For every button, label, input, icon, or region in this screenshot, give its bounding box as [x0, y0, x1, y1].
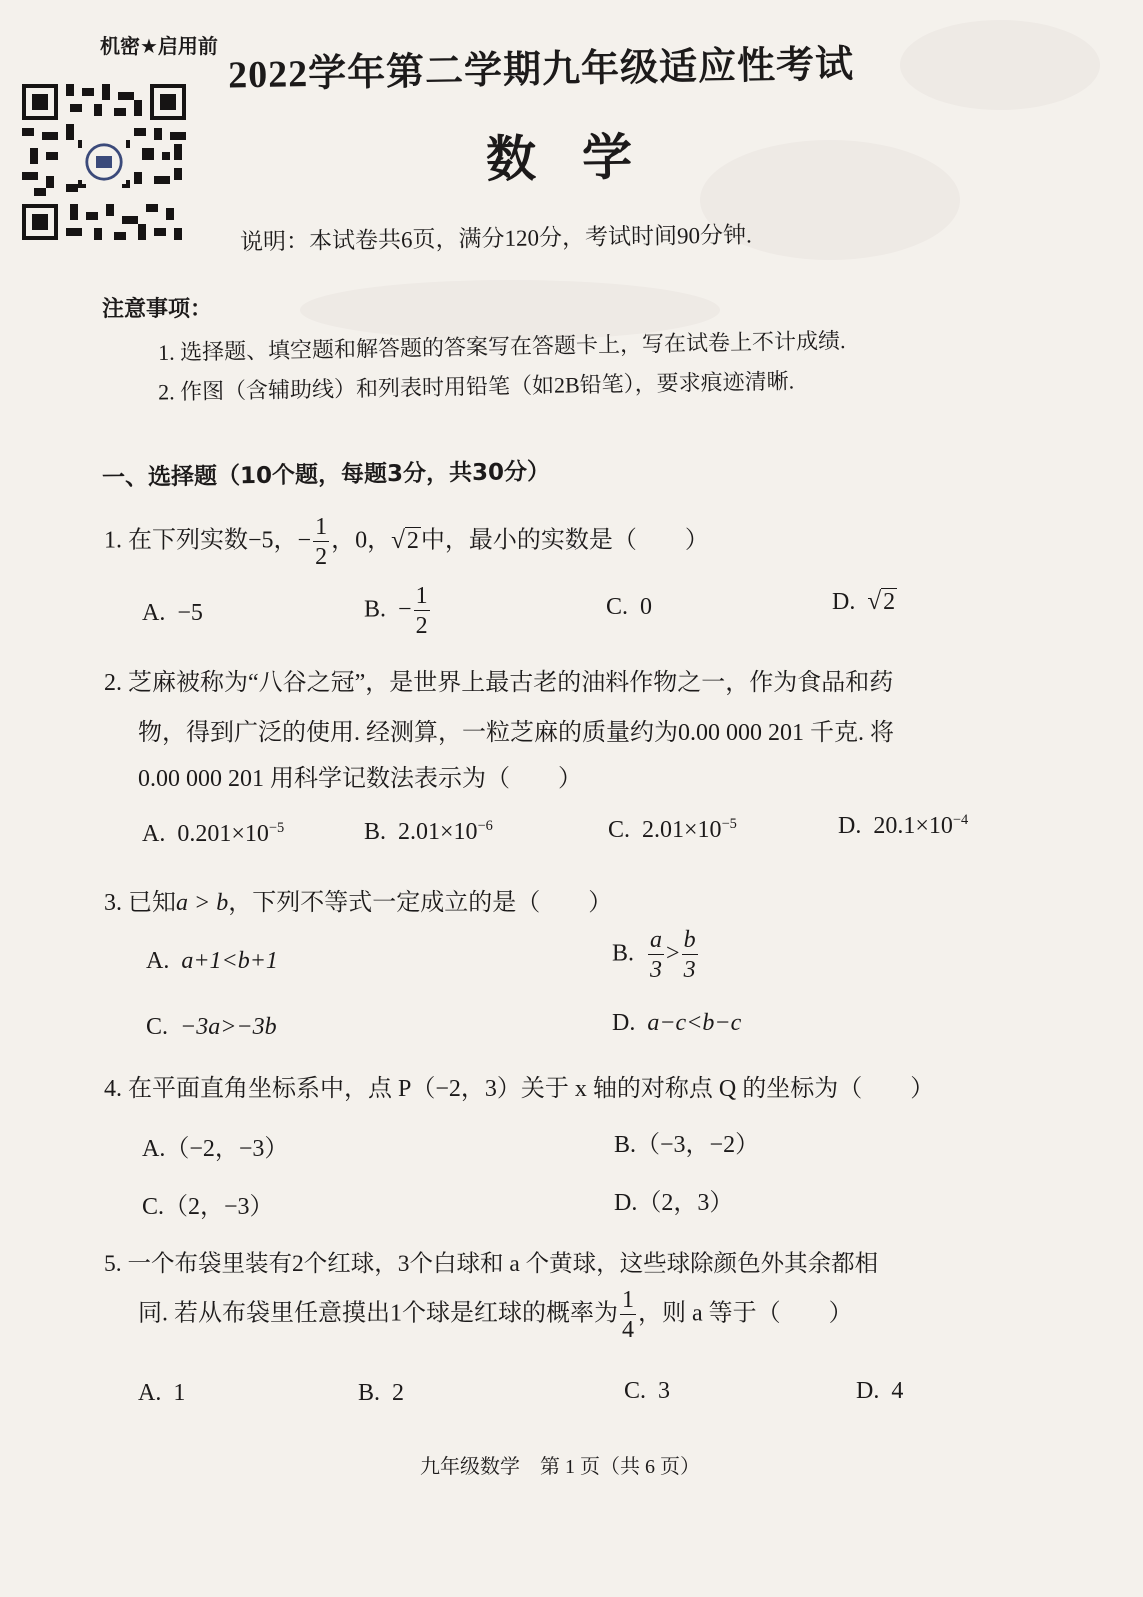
question-2-line: 0.00 000 201 用科学记数法表示为（ ） — [138, 766, 582, 792]
sqrt: √ 2 — [391, 526, 419, 554]
option-a: A. 1 — [138, 1380, 186, 1406]
page-footer: 九年级数学 第 1 页（共 6 页） — [420, 1456, 700, 1478]
option-c: C. $2.01\times 10^{-5}$ — [608, 816, 737, 843]
attention-heading: 注意事项： — [102, 297, 213, 322]
fraction: $\frac{b}{3}$ — [683, 927, 696, 983]
option-c: C.（2，−3） — [142, 1194, 274, 1220]
option-a: A. a+1<b+1 — [146, 948, 278, 974]
qr-code — [22, 84, 186, 240]
section-heading: 一、选择题（10个题，每题3分，共30分） — [101, 458, 551, 492]
option-a: A. −5 — [142, 600, 203, 626]
question-3: 3. 已知a > b，下列不等式一定成立的是（ ） — [104, 890, 613, 916]
exam-note: 说明：本试卷共6页，满分120分，考试时间90分钟. — [239, 222, 752, 255]
option-b: B. 2 — [358, 1380, 405, 1406]
option-a: A.（−2，−3） — [142, 1136, 289, 1162]
option-b: B. $\frac{a}{3}$ > $\frac{b}{3}$ — [612, 927, 696, 983]
question-5: 5. 一个布袋里装有2个红球，3个白球和 a 个黄球，这些球除颜色外其余都相 — [104, 1251, 879, 1277]
question-2-line: 物，得到广泛的使用. 经测算，一粒芝麻的质量约为0.00 000 201 千克. 将 — [138, 720, 894, 746]
exam-title: 2022学年第二学期九年级适应性考试 — [227, 43, 855, 97]
option-a: A. $0.201\times 10^{-5}$ — [142, 820, 285, 847]
question-5-line: 同. 若从布袋里任意摸出1个球是红球的概率为 $\frac{1}{4}$ ，则 a 等于（ ） — [138, 1287, 853, 1343]
sqrt: √ 2 — [867, 588, 896, 615]
option-c: C. −3a>−3b — [146, 1014, 277, 1040]
attention-item: 1. 选择题、填空题和解答题的答案写在答题卡上，写在试卷上不计成绩. — [157, 328, 846, 365]
attention-item: 2. 作图（含辅助线）和列表时用铅笔（如2B铅笔），要求痕迹清晰. — [157, 368, 795, 405]
option-c: C. 0 — [606, 594, 653, 620]
option-b: B.（−3，−2） — [614, 1132, 760, 1158]
fraction: $\frac{a}{3}$ — [650, 927, 663, 983]
fraction: $\frac{1}{4}$ — [622, 1287, 634, 1343]
option-b: B. − $\frac{1}{2}$ — [364, 583, 428, 639]
option-b: B. $2.01\times 10^{-6}$ — [364, 818, 493, 845]
option-d: D. $20.1\times 10^{-4}$ — [838, 812, 969, 839]
fraction: $\frac{1}{2}$ — [415, 583, 428, 639]
question-1: 1. 在下列实数−5，− $\frac{1}{2}$ ，0， √ 2 中，最小的实数是（ ） — [104, 514, 709, 570]
question-4: 4. 在平面直角坐标系中，点 P（−2，3）关于 x 轴的对称点 Q 的坐标为（ ） — [104, 1076, 935, 1102]
option-d: D. √ 2 — [832, 588, 896, 615]
option-d: D.（2，3） — [614, 1190, 734, 1216]
option-d: D. 4 — [856, 1378, 904, 1404]
subject-title: 数学 — [485, 128, 679, 188]
option-c: C. 3 — [624, 1378, 671, 1404]
option-d: D. a−c<b−c — [612, 1010, 742, 1036]
question-2: 2. 芝麻被称为“八谷之冠”，是世界上最古老的油料作物之一，作为食品和药 — [104, 670, 894, 696]
confidential-label: 机密★启用前 — [100, 34, 218, 58]
fraction: $\frac{1}{2}$ — [315, 514, 328, 570]
